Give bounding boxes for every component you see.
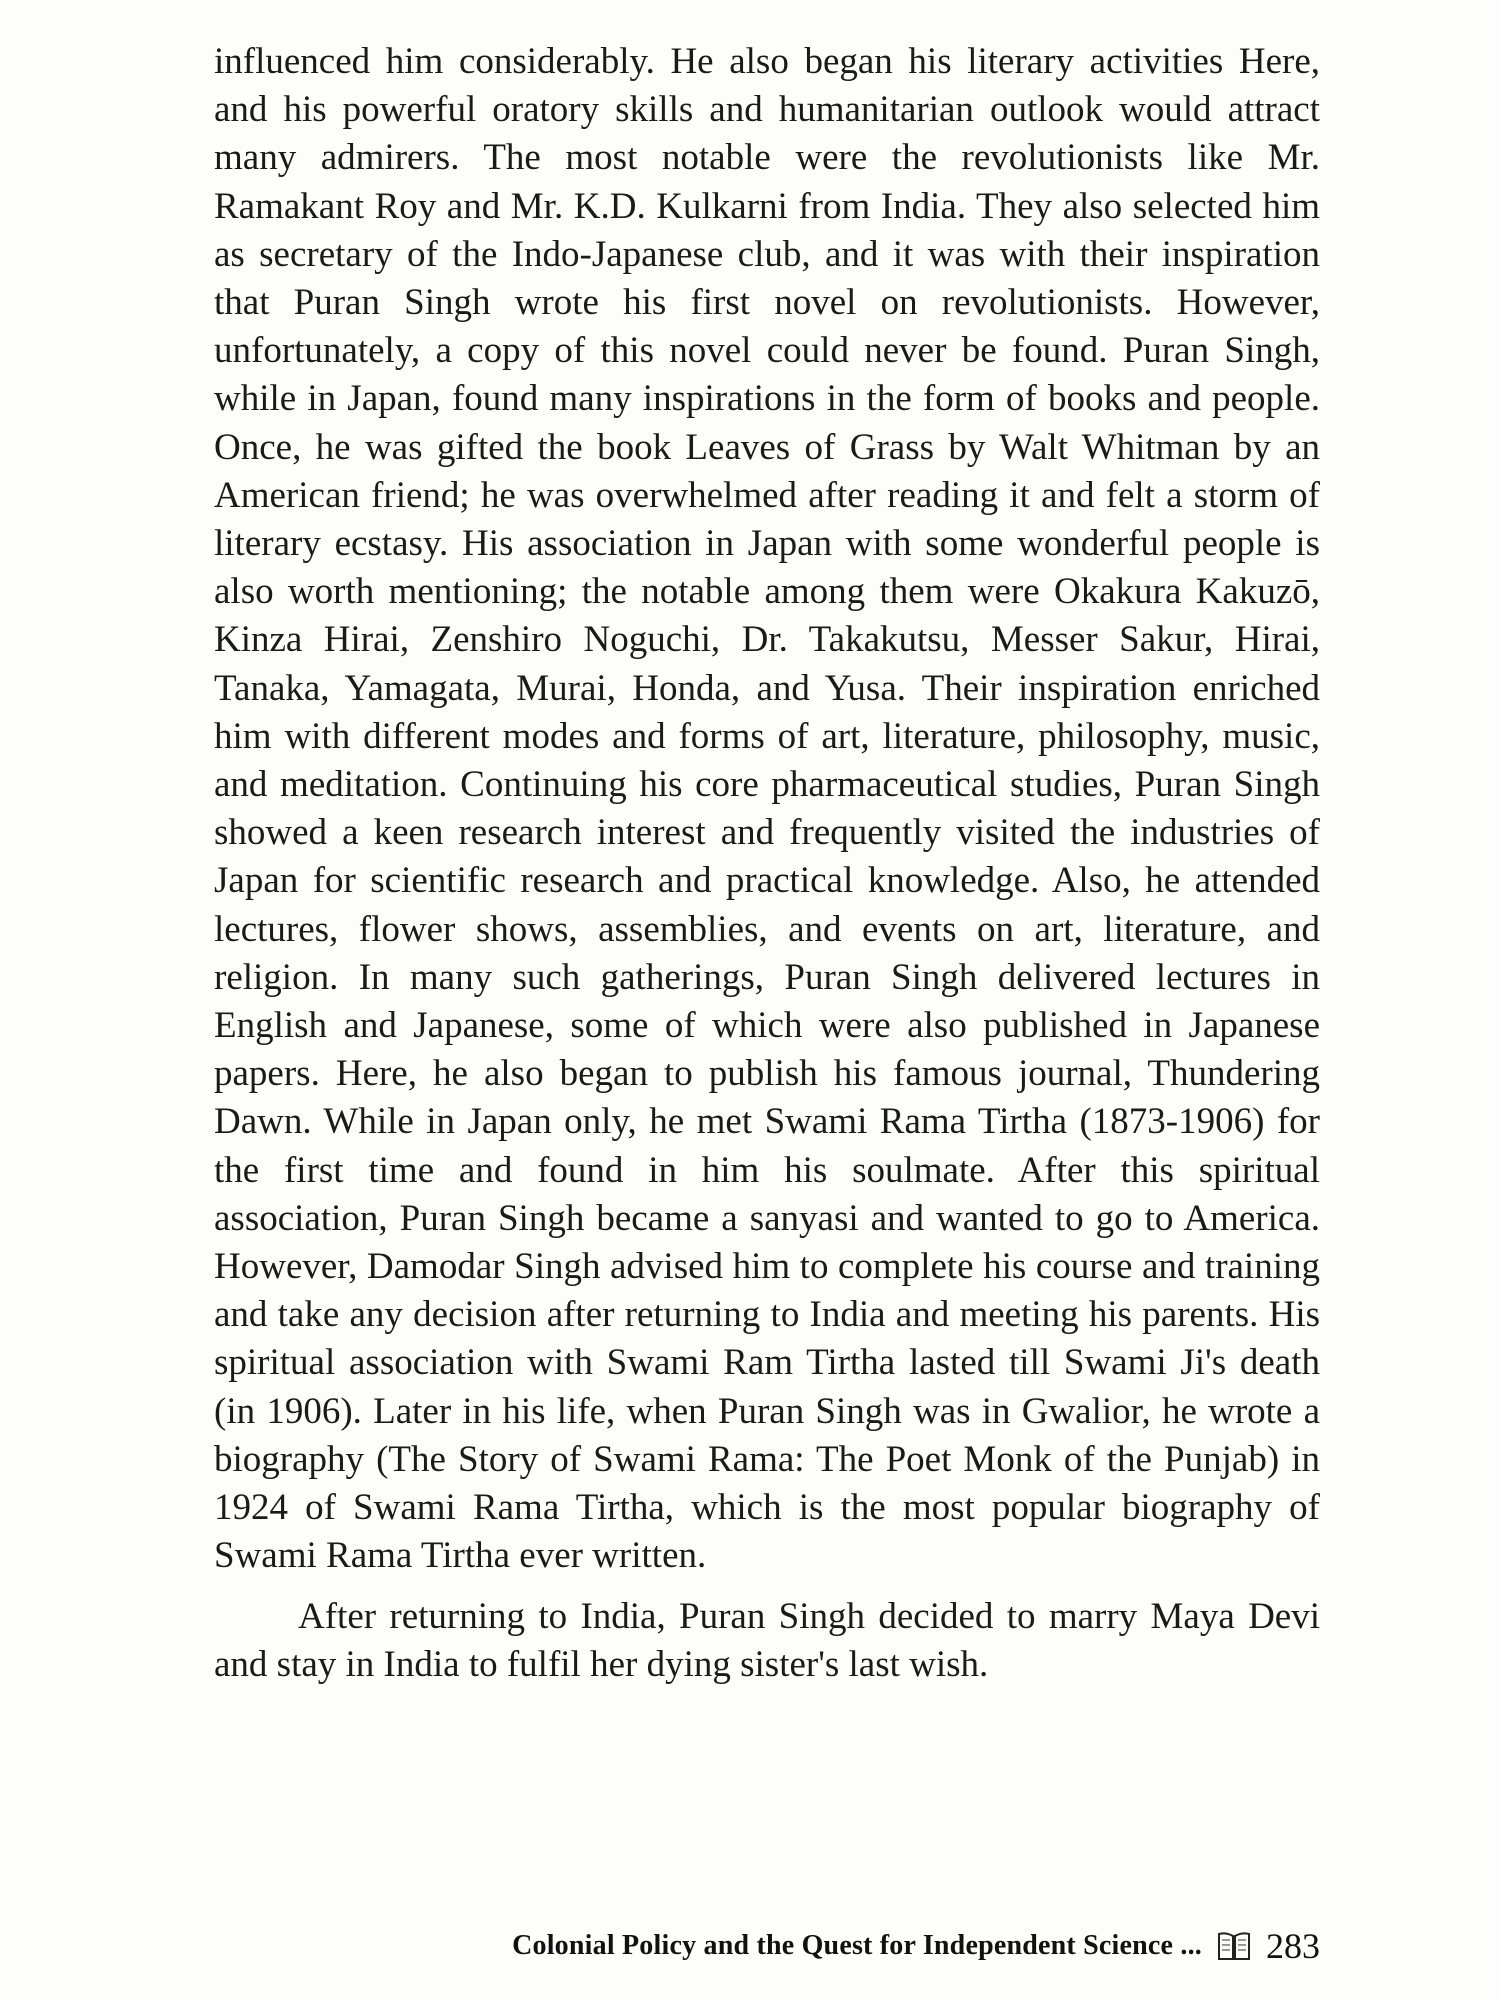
paragraph-2: After returning to India, Puran Singh decided to marry Maya Devi and stay in India to fulfil her dying sister's last wish. xyxy=(214,1595,1320,1685)
running-title: Colonial Policy and the Quest for Independent Science ... xyxy=(512,1930,1202,1961)
body-text xyxy=(214,38,1320,1689)
page-number: 283 xyxy=(1266,1926,1320,1966)
book-icon xyxy=(1216,1929,1252,1963)
paragraph-1: influenced him considerably. He also began his literary activities Here, and his powerful oratory skills and humanitarian outlook would attract many admirers. The most notable were the revolutionists like Mr. Ramakant Roy and Mr. K.D. Kulkarni from India. They also selected him as secretary of the Indo-Japanese club, and it was with their inspiration that Puran Singh wrote his first novel on revolutionists. However, unfortunately, a copy of this novel could never be found. Puran Singh, while in Japan, found many inspirations in the form of books and people. Once, he was gifted the book Leaves of Grass by Walt Whitman by an American friend; he was overwhelmed after reading it and felt a storm of literary ecstasy. His association in Japan with some wonderful people is also worth mentioning; the notable among them were Okakura Kakuzō, Kinza Hirai, Zenshiro Noguchi, Dr. Takakutsu, Messer Sakur, Hirai, Tanaka, Yamagata, Murai, Honda, and Yusa. Their inspiration enriched him with different modes and forms of art, literature, philosophy, music, and meditation. Continuing his core pharmaceutical studies, Puran Singh showed a keen research interest and frequently visited the industries of Japan for scientific research and practical knowledge. Also, he attended lectures, flower shows, assemblies, and events on art, literature, and religion. In many such gatherings, Puran Singh delivered lectures in English and Japanese, some of which were also published in Japanese papers. Here, he also began to publish his famous journal, Thundering Dawn. While in Japan only, he met Swami Rama Tirtha (1873-1906) for the first time and found in him his soulmate. After this spiritual association, Puran Singh became a sanyasi and wanted to go to America. However, Damodar Singh advised him to complete his course and training and take any decision after returning to India and meeting his parents. His spiritual association with Swami Ram Tirtha lasted till Swami Ji's death (in 1906). Later in his life, when Puran Singh was in Gwalior, he wrote a biography (The Story of Swami Rama: The Poet Monk of the Punjab) in 1924 of Swami Rama Tirtha, which is the most popular biography of Swami Rama Tirtha ever written. xyxy=(214,41,1320,1577)
page-footer xyxy=(350,1925,1320,1967)
